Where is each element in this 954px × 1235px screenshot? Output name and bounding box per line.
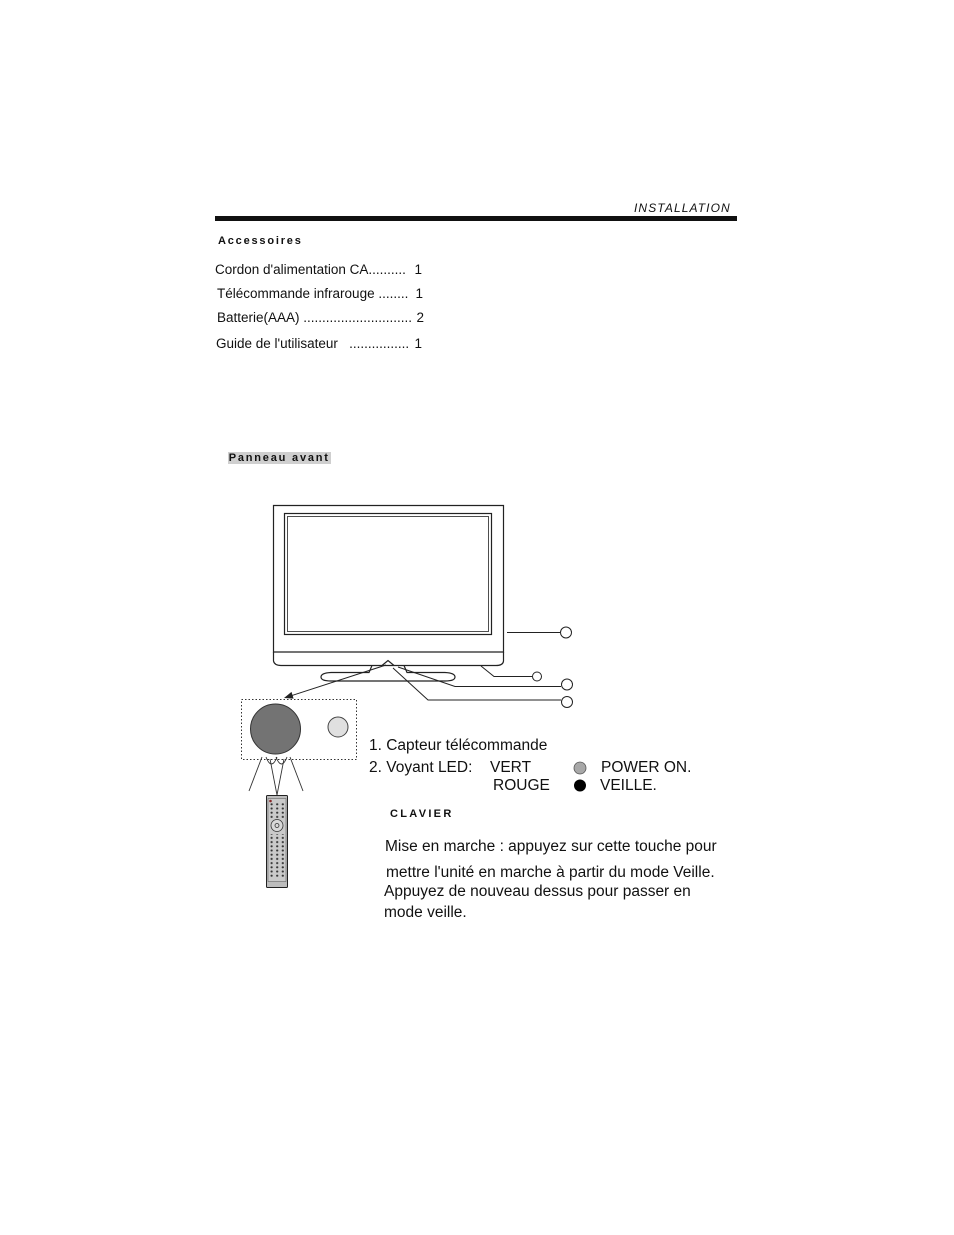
accessory-item (215, 262, 422, 278)
led-red-state: VEILLE. (600, 777, 657, 794)
keypad-description-line: mettre l'unité en marche à partir du mode Veille. (386, 864, 715, 881)
ir-beam-line (277, 759, 284, 795)
callout-marker (533, 672, 542, 681)
front-panel-title (218, 439, 331, 465)
front-panel-title-text: Panneau avant (228, 452, 330, 464)
tv-sensor-window (382, 661, 394, 666)
tv-bottom-bezel (274, 652, 504, 666)
accessory-label: Cordon d'alimentation CA (215, 262, 369, 277)
ir-beam-arc (276, 757, 287, 764)
remote-body (267, 796, 288, 888)
power-led (328, 717, 348, 737)
detail-arrow-line (291, 665, 386, 696)
led-green-state: POWER ON. (601, 759, 692, 776)
accessory-leader: ........ (378, 286, 409, 301)
remote-dpad-center (275, 824, 279, 828)
led-red-indicator (574, 780, 586, 792)
keypad-title: CLAVIER (390, 808, 454, 820)
accessory-qty: 2 (416, 310, 424, 325)
ir-beam-line (290, 757, 303, 791)
detail-arrowhead (284, 692, 294, 699)
led-green-label: VERT (490, 759, 532, 776)
legend-item-led: 2. Voyant LED: (369, 759, 473, 776)
accessory-qty: 1 (414, 262, 422, 277)
accessory-label: Guide de l'utilisateur (216, 336, 338, 351)
accessory-qty: 1 (415, 286, 423, 301)
accessory-qty: 1 (414, 336, 422, 351)
remote-control (267, 796, 288, 888)
accessory-leader: ................ (337, 336, 410, 351)
tv-screen-border (285, 514, 492, 635)
led-green-indicator (574, 762, 586, 774)
keypad-description-line: Appuyez de nouveau dessus pour passer en (384, 883, 691, 900)
detail-arrow (284, 665, 386, 699)
accessory-item (217, 286, 423, 302)
tv-screen (288, 517, 489, 632)
ir-beam-arc (266, 757, 277, 764)
remote-dpad (271, 820, 283, 832)
remote-sensor (251, 704, 301, 754)
remote-bottom-buttons (269, 834, 286, 878)
keypad-description-line: Mise en marche : appuyez sur cette touche pour (385, 838, 717, 855)
tv-illustration (274, 506, 504, 682)
section-header: INSTALLATION (634, 201, 731, 215)
detail-dotted-frame (242, 700, 357, 760)
accessory-label: Batterie(AAA) (217, 310, 304, 325)
accessory-item (216, 336, 422, 352)
tv-stand (321, 666, 455, 682)
accessory-leader: .......... (368, 262, 406, 277)
callout-marker (562, 679, 573, 690)
keypad-description-line: mode veille. (384, 904, 467, 921)
remote-face (268, 799, 286, 882)
remote-top-buttons (269, 803, 286, 818)
ir-beam-line (270, 759, 277, 795)
led-red-label: ROUGE (493, 777, 550, 794)
callout-line-sensor (393, 668, 561, 700)
callout-marker (561, 627, 572, 638)
header-rule (215, 216, 737, 221)
callout-marker (562, 697, 573, 708)
callout-line-keypad (481, 666, 532, 677)
callout-line-led (398, 667, 561, 687)
legend-item-sensor: 1. Capteur télécommande (369, 737, 548, 754)
ir-beam-line (249, 757, 262, 791)
accessory-label: Télécommande infrarouge (217, 286, 379, 301)
callouts (393, 627, 573, 708)
accessories-title: Accessoires (218, 235, 303, 247)
tv-frame (274, 506, 504, 653)
accessory-leader: ............................. (303, 310, 413, 325)
accessory-item (217, 310, 424, 326)
ir-beam (249, 757, 303, 795)
remote-power-button (269, 800, 272, 803)
sensor-detail (242, 700, 357, 760)
